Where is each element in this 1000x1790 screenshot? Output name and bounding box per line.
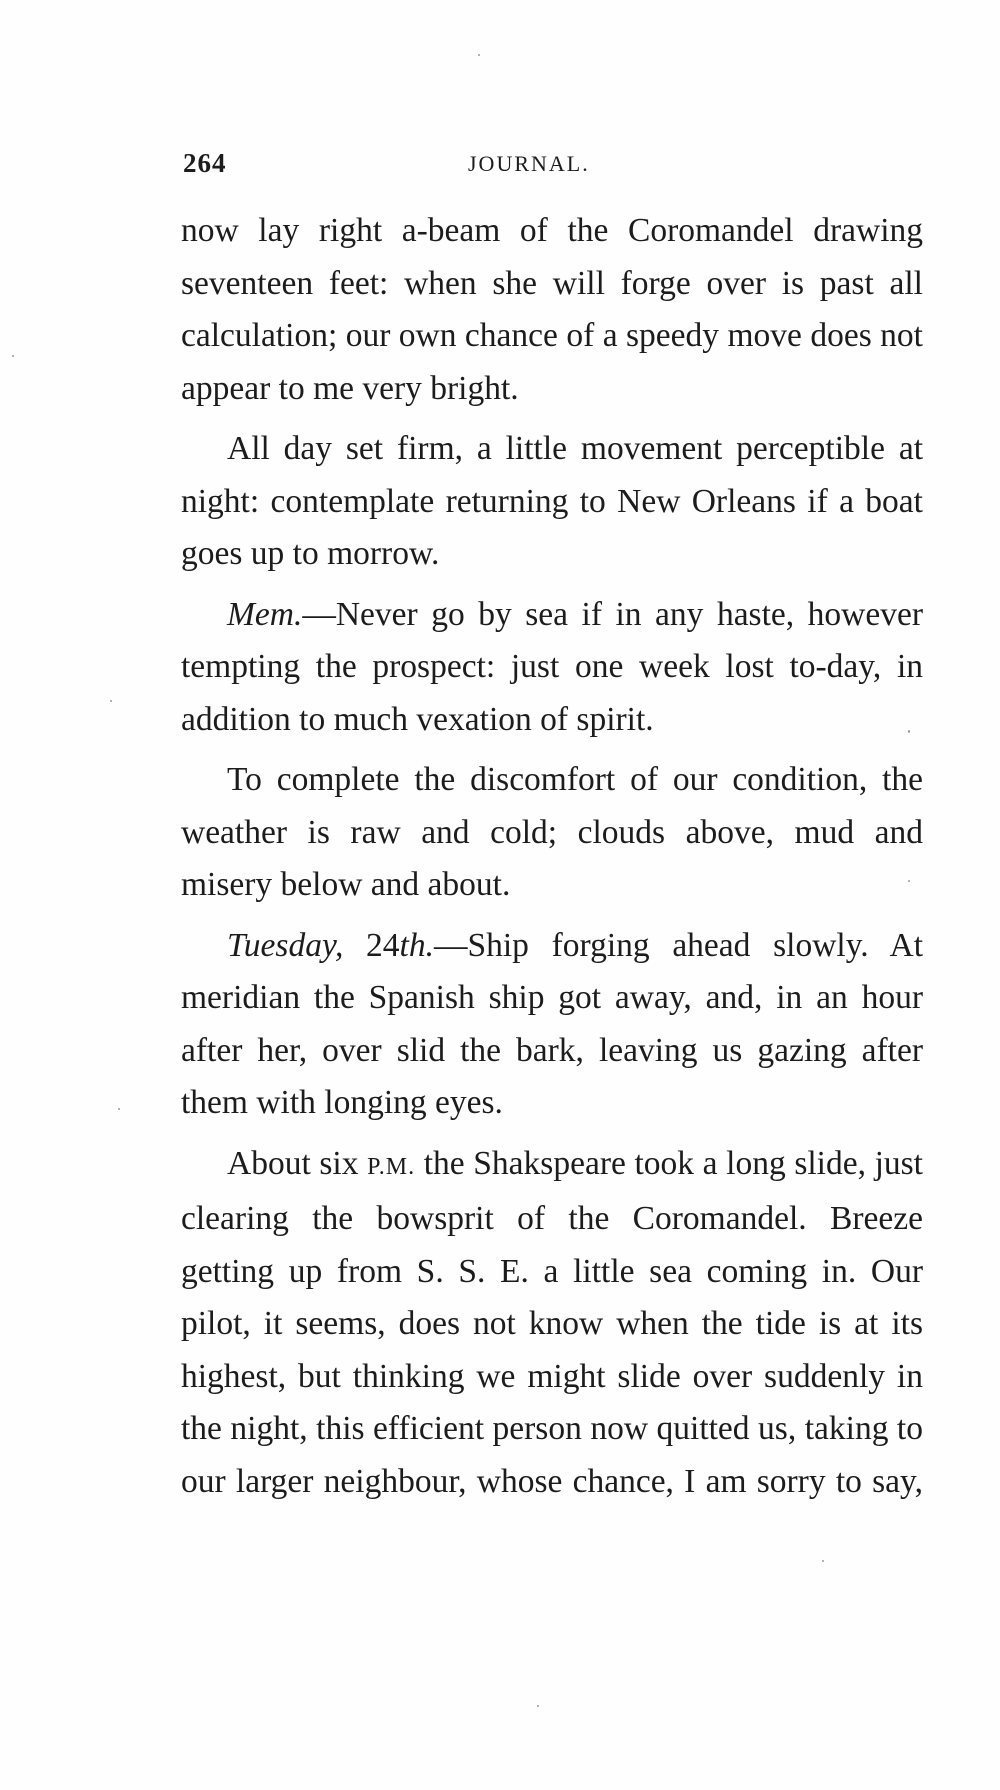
running-head: JOURNAL. <box>468 151 590 176</box>
date-number: 24 <box>366 926 400 964</box>
paragraph-6: About six P.M. the Shakspeare took a long slide, just clearing the bowsprit of the Coromandel. Breeze getting up from S. S. E. a little sea coming in. Our pilot, it seems, does not know when the tide is at its highest, but thinking we might slide over suddenly in the night, this efficient person now quitted us, taking to our larger neighbour, whose chance, I am sorry to say, <box>181 1144 923 1500</box>
page-header <box>183 148 933 188</box>
paragraph-4: To complete the discomfort of our condition, the weather is raw and cold; clouds above, mud and misery below and about. <box>181 761 923 903</box>
paragraph-1: now lay right a-beam of the Coromandel drawing seventeen feet: when she will forge over is past all calculation; our own chance of a speedy move does not appear to me very bright. <box>181 212 923 407</box>
print-speck <box>12 355 14 357</box>
print-speck <box>537 1705 539 1707</box>
date-day: Tuesday, <box>227 926 344 964</box>
date-suffix: th. <box>399 926 434 964</box>
time-abbrev: P.M. <box>367 1153 416 1180</box>
print-speck <box>110 700 112 702</box>
paragraph-3: Mem.—Never go by sea if in any haste, however tempting the prospect: just one week lost to-day, in addition to much vexation of spirit. <box>181 595 923 738</box>
paragraph-5: Tuesday, 24th.—Ship forging ahead slowly. At meridian the Spanish ship got away, and, in an hour after her, over slid the bark, leaving us gazing after them with longing eyes. <box>181 926 924 1121</box>
print-speck <box>478 54 480 56</box>
print-speck <box>908 730 910 733</box>
memo-label: Mem. <box>227 595 303 633</box>
paragraph-2: All day set firm, a little movement perceptible at night: contemplate returning to New Orleans if a boat goes up to morrow. <box>181 430 923 572</box>
print-speck <box>118 1108 120 1110</box>
body-text <box>181 205 923 1508</box>
print-speck <box>908 880 910 882</box>
page-number: 264 <box>183 148 227 178</box>
print-speck <box>822 1560 824 1562</box>
